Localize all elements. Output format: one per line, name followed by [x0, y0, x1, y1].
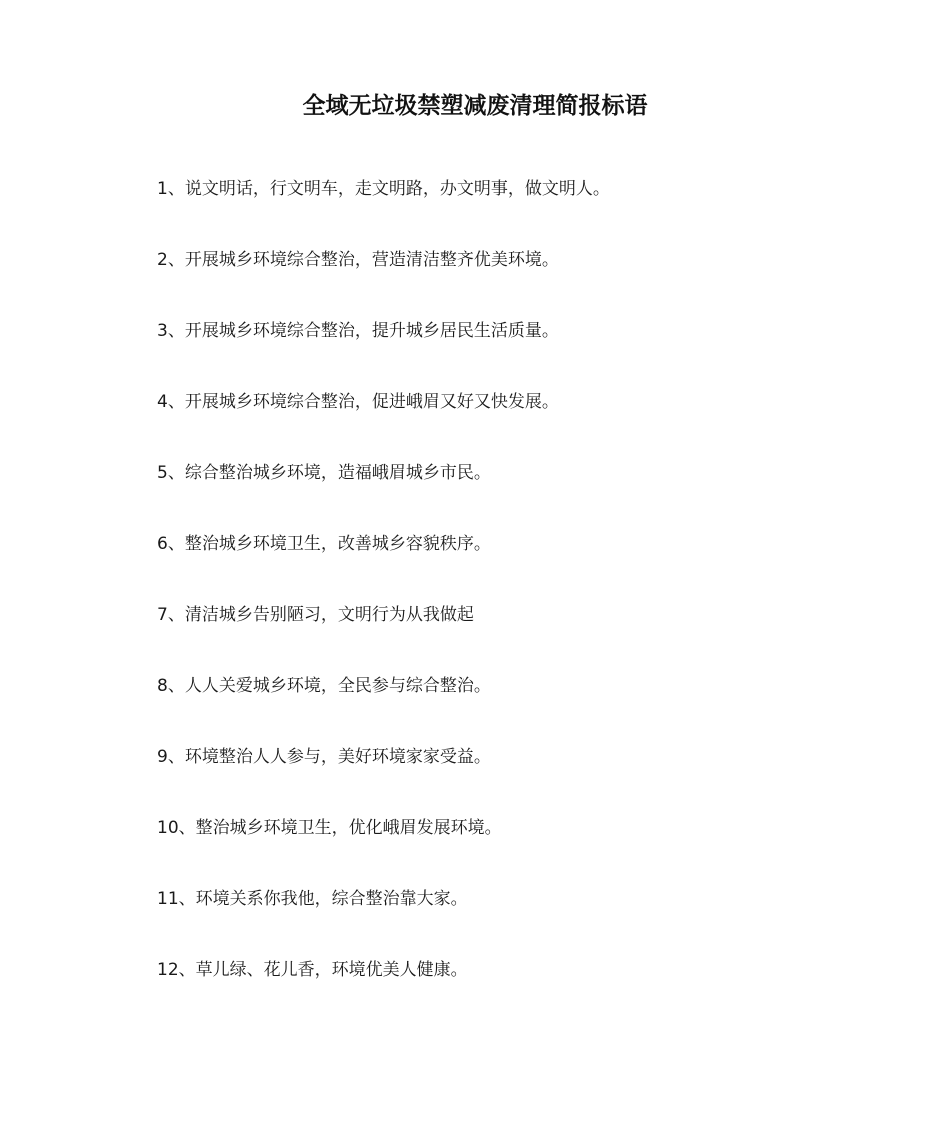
slogan-item-2: 2、开展城乡环境综合整治，营造清洁整齐优美环境。 [157, 250, 559, 270]
slogan-item-1: 1、说文明话，行文明车，走文明路，办文明事，做文明人。 [157, 179, 610, 199]
slogan-item-3: 3、开展城乡环境综合整治，提升城乡居民生活质量。 [157, 321, 559, 341]
slogan-item-6: 6、整治城乡环境卫生，改善城乡容貌秩序。 [157, 534, 491, 554]
slogan-item-12: 12、草儿绿、花儿香，环境优美人健康。 [157, 960, 468, 980]
slogan-item-9: 9、环境整治人人参与，美好环境家家受益。 [157, 747, 491, 767]
slogan-item-10: 10、整治城乡环境卫生，优化峨眉发展环境。 [157, 818, 502, 838]
document-title: 全域无垃圾禁塑减废清理简报标语 [302, 93, 648, 119]
slogan-item-7: 7、清洁城乡告别陋习，文明行为从我做起 [157, 605, 474, 625]
slogan-item-8: 8、人人关爱城乡环境，全民参与综合整治。 [157, 676, 491, 696]
slogan-item-4: 4、开展城乡环境综合整治，促进峨眉又好又快发展。 [157, 392, 559, 412]
slogan-list [157, 174, 610, 1026]
slogan-item-5: 5、综合整治城乡环境，造福峨眉城乡市民。 [157, 463, 491, 483]
slogan-item-11: 11、环境关系你我他，综合整治靠大家。 [157, 889, 468, 909]
